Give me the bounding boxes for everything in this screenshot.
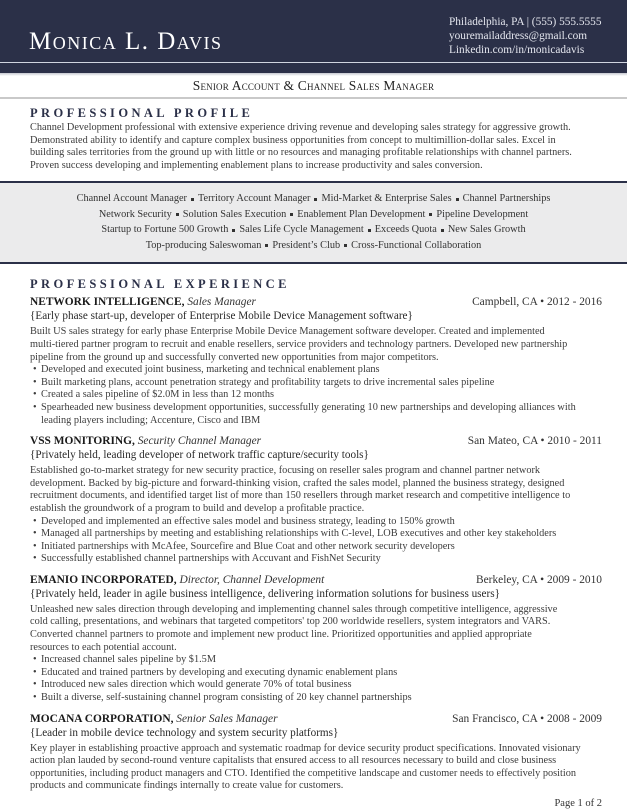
skill-item: Mid-Market & Enterprise Sales	[321, 193, 452, 205]
job-entry	[30, 434, 602, 566]
bullet-item	[33, 516, 602, 529]
skill-item: Network Security	[98, 208, 172, 220]
bullet-icon: •	[33, 376, 37, 388]
company-name: EMANIO INCORPORATED,	[30, 573, 177, 586]
skill-item: Pipeline Development	[436, 208, 529, 220]
job-summary	[30, 604, 602, 654]
bullet-item	[33, 528, 602, 541]
contact-info	[449, 15, 601, 57]
skill-item: Enablement Plan Development	[297, 208, 426, 220]
summary-line: resources to each potential account.	[30, 641, 177, 653]
summary-line: opportunities, including product managers and CTO. Identified the competitive landscape and customer needs to effectively position	[30, 767, 577, 779]
profile-summary	[30, 122, 602, 172]
jobs-list	[30, 295, 602, 793]
skill-item: Channel Partnerships	[462, 193, 551, 205]
experience-section	[0, 264, 627, 793]
profile-line: Channel Development professional with extensive experience driving revenue and developing sales strategy for aggressive growth.	[30, 122, 571, 133]
bullet-text: Managed all partnerships by meeting and establishing relationships with C-level, LOB executives and other key stakeholders	[41, 528, 557, 540]
bullet-item	[33, 402, 602, 427]
profile-section	[0, 99, 627, 172]
skills-list	[0, 191, 627, 253]
bullet-text: Increased channel sales pipeline by $1.5M	[41, 654, 216, 666]
skill-item: Sales Life Cycle Management	[239, 224, 364, 236]
bullet-text: Introduced new sales direction which would generate 70% of total business	[41, 679, 352, 691]
skill-item: President’s Club	[272, 239, 341, 251]
bullet-icon: •	[33, 401, 37, 413]
bullet-text: Educated and trained partners by developing and executing dynamic enablement plans	[41, 666, 398, 678]
profile-line: building sales territories from the ground up with little or no resources and managing profitable relationships with channel partners.	[30, 147, 572, 159]
company-descriptor: {Leader in mobile device technology and system security platforms}	[30, 726, 339, 739]
square-bullet-icon	[191, 198, 194, 201]
bullet-text: Developed and executed joint business, marketing and technical enablement plans	[41, 364, 380, 376]
bullet-item	[33, 389, 602, 402]
experience-heading: PROFESSIONAL EXPERIENCE	[30, 277, 290, 292]
company-descriptor: {Early phase start-up, developer of Enterprise Mobile Device Management software}	[30, 310, 413, 323]
skills-row	[0, 238, 627, 254]
summary-line: multi-tiered partner program to recruit and enable resellers, service providers and technology partners. Developed new partnership	[30, 338, 568, 350]
bullet-text: Successfully established channel partnerships with Accuvant and FishNet Security	[41, 553, 381, 565]
job-role: Senior Sales Manager	[176, 712, 278, 725]
job-role: Director, Channel Development	[179, 573, 325, 586]
square-bullet-icon	[368, 229, 371, 232]
square-bullet-icon	[232, 229, 235, 232]
summary-line: recruitment documents, and identified target list of more than 150 resellers through market research and competitive intelligence to	[30, 490, 571, 502]
company-descriptor: {Privately held, leader in agile business intelligence, delivering information solutions for business users}	[30, 587, 500, 600]
summary-line: Built US sales strategy for early phase Enterprise Mobile Device Management software developer. Created and implemented	[30, 326, 545, 338]
square-bullet-icon	[176, 213, 179, 216]
bullet-icon: •	[33, 679, 37, 691]
square-bullet-icon	[344, 244, 347, 247]
square-bullet-icon	[441, 229, 444, 232]
company-name: NETWORK INTELLIGENCE,	[30, 296, 185, 309]
bullet-icon: •	[33, 364, 37, 376]
square-bullet-icon	[429, 213, 432, 216]
summary-line: development. Backed by big-picture and forward-thinking vision, crafted the sales model, planned the business strategy, designed	[30, 477, 565, 489]
email: youremailaddress@gmail.com	[449, 30, 588, 42]
bullet-item	[33, 667, 602, 680]
summary-line: Key player in establishing proactive approach and systematic roadmap for device security product specifications. Innovated visionary	[30, 742, 581, 754]
skill-item: Solution Sales Execution	[182, 208, 287, 220]
summary-line: pipeline from the ground up and successfully converted new opportunities from major competitors.	[30, 351, 439, 363]
bullet-icon: •	[33, 654, 37, 666]
summary-line: cold calling, presentations, and webinars that targeted competitors' top 200 worldwide resellers, system integrators and VARS.	[30, 616, 551, 628]
skill-item: Exceeds Quota	[374, 224, 437, 236]
bullet-text: Developed and implemented an effective sales model and business strategy, leading to 150% growth	[41, 515, 455, 527]
square-bullet-icon	[290, 213, 293, 216]
bullet-icon: •	[33, 528, 37, 540]
location-dates: Berkeley, CA • 2009 - 2010	[476, 573, 602, 586]
job-entry	[30, 712, 602, 793]
profile-heading: PROFESSIONAL PROFILE	[30, 106, 254, 120]
job-summary	[30, 743, 602, 793]
job-header	[30, 573, 602, 587]
bullet-item	[33, 553, 602, 566]
bullet-item	[33, 692, 602, 705]
header-rule	[0, 62, 627, 63]
candidate-name: Monica L. Davis	[29, 28, 223, 55]
job-summary	[30, 326, 602, 364]
summary-line: establish the groundwork of a program to build and develop a profitable practice.	[30, 502, 365, 514]
bullet-item	[33, 654, 602, 667]
linkedin: Linkedin.com/in/monicadavis	[449, 44, 585, 56]
summary-line: Converted channel partners to promote and implement new product line. Prioritized opportunities and applied appropriate	[30, 629, 532, 641]
skill-item: Cross-Functional Collaboration	[351, 239, 482, 251]
skills-row	[0, 191, 627, 207]
skill-item: Channel Account Manager	[76, 193, 187, 205]
bullet-item	[33, 377, 602, 390]
skills-row	[0, 207, 627, 223]
job-role: Sales Manager	[187, 296, 256, 309]
bullet-item	[33, 679, 602, 692]
bullet-item	[33, 541, 602, 554]
profile-line: Demonstrated ability to identify and capture complex business opportunities from concept to multimillion-dollar sales. Excel in	[30, 134, 556, 146]
summary-line: Established go-to-market strategy for new security practice, focusing on reseller sales program and channel partner network	[30, 465, 541, 477]
bullet-text: Built a diverse, self-sustaining channel program consisting of 20 key channel partnerships	[41, 692, 412, 704]
job-header	[30, 295, 602, 309]
square-bullet-icon	[265, 244, 268, 247]
page-number: Page 1 of 2	[554, 798, 602, 809]
summary-line: action plan lauded by second-round venture capitalists that ensured access to all resources necessary to build and close business	[30, 755, 557, 767]
job-bullets	[30, 364, 602, 427]
location-dates: Campbell, CA • 2012 - 2016	[472, 296, 602, 309]
job-header	[30, 434, 602, 448]
bullet-item	[33, 364, 602, 377]
location-phone: Philadelphia, PA | (555) 555.5555	[449, 16, 602, 28]
company-name: VSS MONITORING,	[30, 435, 135, 448]
job-entry	[30, 573, 602, 705]
job-role: Security Channel Manager	[137, 435, 262, 448]
summary-line: products and communicate findings internally to create value for customers.	[30, 780, 344, 792]
job-summary	[30, 465, 602, 515]
job-bullets	[30, 654, 602, 704]
header-banner	[0, 0, 627, 73]
bullet-icon: •	[33, 666, 37, 678]
bullet-text: Built marketing plans, account penetration strategy and profitability targets to drive incremental sales pipeline	[41, 376, 495, 388]
bullet-text: Spearheaded new business development opportunities, successfully generating 10 new partnerships and developing alliances with leading players including; Accenture, Cisco and IBM	[41, 401, 576, 426]
bullet-text: Created a sales pipeline of $2.0M in less than 12 months	[41, 389, 275, 401]
skill-item: New Sales Growth	[447, 224, 526, 236]
skill-item: Territory Account Manager	[197, 193, 311, 205]
company-name: MOCANA CORPORATION,	[30, 712, 174, 725]
summary-line: Unleashed new sales direction through developing and implementing channel sales through competitive intelligence, aggressive	[30, 603, 558, 615]
skills-row	[0, 222, 627, 238]
job-header	[30, 712, 602, 726]
skill-item: Top-producing Saleswoman	[145, 239, 262, 251]
bullet-icon: •	[33, 515, 37, 527]
job-title: Senior Account & Channel Sales Manager	[192, 78, 435, 93]
location-dates: San Francisco, CA • 2008 - 2009	[452, 712, 602, 725]
bullet-icon: •	[33, 692, 37, 704]
square-bullet-icon	[456, 198, 459, 201]
job-entry	[30, 295, 602, 427]
skill-item: Startup to Fortune 500 Growth	[101, 224, 229, 236]
company-descriptor: {Privately held, leading developer of network traffic capture/security tools}	[30, 449, 369, 462]
bullet-text: Initiated partnerships with McAfee, Sourcefire and Blue Coat and other network security developers	[41, 540, 455, 552]
bullet-icon: •	[33, 540, 37, 552]
bullet-icon: •	[33, 389, 37, 401]
job-bullets	[30, 516, 602, 566]
square-bullet-icon	[314, 198, 317, 201]
profile-line: Proven success developing and implementing enablement plans to increase productivity and sales conversion.	[30, 159, 483, 171]
skills-box	[0, 181, 627, 264]
location-dates: San Mateo, CA • 2010 - 2011	[467, 435, 602, 448]
bullet-icon: •	[33, 553, 37, 565]
